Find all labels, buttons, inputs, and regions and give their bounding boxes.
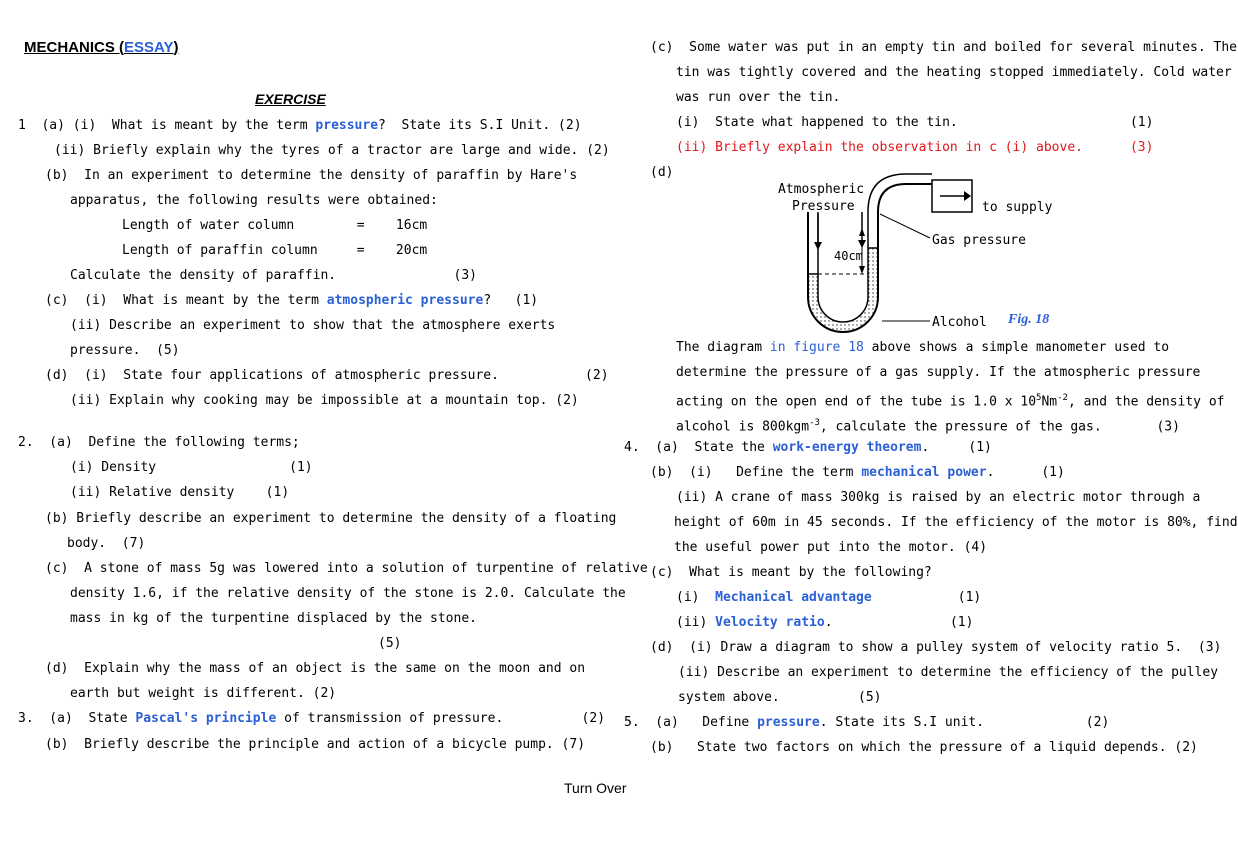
q1-b-water-column: Length of water column = 16cm	[122, 218, 428, 233]
q5-a	[624, 715, 1109, 731]
q4-c: (c) What is meant by the following?	[650, 565, 932, 580]
label-atmospheric: Atmospheric	[778, 182, 865, 197]
q2-a-ii: (ii) Relative density (1)	[70, 485, 290, 500]
q4-b-i-text: (b) (i) Define the term	[650, 465, 862, 480]
qd-label: (d)	[650, 165, 674, 180]
qd-unit-nm: Nm	[1041, 394, 1058, 410]
qd-text-line1-end: above shows a simple manometer used to	[863, 340, 1170, 355]
q4-b-ii-line1: (ii) A crane of mass 300kg is raised by an electric motor through a	[676, 490, 1201, 505]
q1-keyword-pressure: pressure	[315, 118, 379, 133]
q1-a-i-text: 1 (a) (i) What is meant by the term	[18, 118, 316, 133]
q4-keyword-mechanical-advantage: Mechanical advantage	[715, 590, 872, 605]
q4-d-ii-line2: system above. (5)	[678, 690, 882, 705]
q2-d-line1: (d) Explain why the mass of an object is the same on the moon and on	[45, 661, 586, 676]
q2-c-marks: (5)	[378, 636, 402, 651]
label-pressure: Pressure	[792, 199, 855, 214]
q2-d-line2: earth but weight is different. (2)	[70, 686, 337, 701]
qd-exponent-minus2: -2	[1057, 393, 1068, 403]
q1-c-i-text-end: ? (1)	[483, 293, 539, 308]
q4-a-text-end: . (1)	[921, 440, 992, 455]
atm-arrowhead	[814, 242, 822, 250]
qd-text-line1-start: The diagram	[676, 340, 770, 355]
q5-a-text: 5. (a) Define	[624, 715, 758, 730]
q5-keyword-pressure: pressure	[757, 715, 820, 730]
q4-c-ii-text-end: . (1)	[824, 615, 974, 630]
q4-keyword-velocity-ratio: Velocity ratio	[715, 615, 825, 630]
q4-a-text: 4. (a) State the	[624, 440, 773, 455]
gas-pointer	[880, 214, 930, 238]
qd-text-line3-end: , and the density of	[1067, 394, 1225, 410]
q4-b-ii-line3: the useful power put into the motor. (4)	[674, 540, 988, 555]
q1-d-i: (d) (i) State four applications of atmospheric pressure. (2)	[45, 368, 609, 383]
qd-text-line4	[676, 415, 1180, 435]
q4-c-ii-text: (ii)	[676, 615, 716, 630]
q2-b-line2: body. (7)	[67, 536, 146, 551]
qc-line2: tin was tightly covered and the heating stopped immediately. Cold water	[676, 65, 1232, 80]
q3-a-text-end: of transmission of pressure. (2)	[276, 711, 606, 726]
qd-text-line3-start: acting on the open end of the tube is 1.0 x 10	[676, 394, 1037, 410]
figure-label: Fig. 18	[1008, 312, 1050, 327]
qc-i: (i) State what happened to the tin. (1)	[676, 115, 1154, 130]
qd-figure-reference: in figure 18	[769, 340, 864, 355]
q1-d-ii: (ii) Explain why cooking may be impossible at a mountain top. (2)	[70, 393, 579, 408]
label-alcohol: Alcohol	[932, 315, 987, 330]
q3-a-text: 3. (a) State	[18, 711, 136, 726]
q1-keyword-atmospheric-pressure: atmospheric pressure	[326, 293, 484, 308]
q2-c-line3: mass in kg of the turpentine displaced by the stone.	[70, 611, 477, 626]
q4-c-i-text-end: (1)	[871, 590, 982, 605]
qd-text-line4-end: , calculate the pressure of the gas. (3)	[819, 419, 1180, 435]
qd-exponent-minus3: -3	[809, 418, 820, 428]
qd-text-line2: determine the pressure of a gas supply. If the atmospheric pressure	[676, 365, 1201, 380]
q1-a-i-text-end: ? State its S.I Unit. (2)	[378, 118, 582, 133]
qd-exponent-5: 5	[1036, 393, 1042, 403]
q2-c-line2: density 1.6, if the relative density of the stone is 2.0. Calculate the	[70, 586, 626, 601]
qc-line1: (c) Some water was put in an empty tin and boiled for several minutes. The	[650, 40, 1237, 55]
q3-keyword-pascal: Pascal's principle	[135, 711, 277, 726]
q1-b-paraffin-column: Length of paraffin column = 20cm	[122, 243, 428, 258]
q4-c-ii	[676, 615, 973, 631]
q4-c-i-text: (i)	[676, 590, 716, 605]
turn-over-footer: Turn Over	[564, 780, 627, 796]
q1-a-i	[18, 118, 582, 134]
q2-b-line1: (b) Briefly describe an experiment to determine the density of a floating	[45, 511, 617, 526]
exercise-heading: EXERCISE	[255, 91, 326, 107]
q2-a-i: (i) Density (1)	[70, 460, 313, 475]
q1-b-calculate: Calculate the density of paraffin. (3)	[70, 268, 477, 283]
qd-text-line3	[676, 390, 1225, 410]
q1-c-i	[45, 293, 538, 309]
q3-a	[18, 711, 605, 727]
page-title	[24, 40, 178, 56]
q4-b-ii-line2: height of 60m in 45 seconds. If the efficiency of the motor is 80%, find	[674, 515, 1238, 530]
q4-a	[624, 440, 992, 456]
q1-c-ii-line1: (ii) Describe an experiment to show that the atmosphere exerts	[70, 318, 556, 333]
q4-c-i	[676, 590, 981, 606]
qd-text-line1	[676, 340, 1169, 356]
title-text-end: )	[173, 39, 179, 56]
q4-d-ii-line1: (ii) Describe an experiment to determine the efficiency of the pulley	[678, 665, 1219, 680]
label-to-supply: to supply	[982, 200, 1053, 215]
q5-b: (b) State two factors on which the pressure of a liquid depends. (2)	[650, 740, 1198, 755]
q4-keyword-work-energy: work-energy theorem	[772, 440, 922, 455]
q1-c-ii-line2: pressure. (5)	[70, 343, 180, 358]
q1-a-ii: (ii) Briefly explain why the tyres of a tractor are large and wide. (2)	[54, 143, 610, 158]
q4-keyword-mechanical-power: mechanical power	[861, 465, 987, 480]
q3-b: (b) Briefly describe the principle and action of a bicycle pump. (7)	[45, 737, 586, 752]
title-text: MECHANICS (	[24, 39, 124, 56]
q2-a: 2. (a) Define the following terms;	[18, 435, 300, 450]
qc-line3: was run over the tin.	[676, 90, 841, 105]
title-essay-word: ESSAY	[124, 39, 174, 56]
label-gas-pressure: Gas pressure	[932, 233, 1026, 248]
q1-b-line1: (b) In an experiment to determine the density of paraffin by Hare's	[45, 168, 578, 183]
q4-d-i: (d) (i) Draw a diagram to show a pulley system of velocity ratio 5. (3)	[650, 640, 1222, 655]
q2-c-line1: (c) A stone of mass 5g was lowered into a solution of turpentine of relative	[45, 561, 648, 576]
label-40cm: 40cm	[834, 249, 863, 263]
q1-b-line2: apparatus, the following results were obtained:	[70, 193, 438, 208]
q1-c-i-text: (c) (i) What is meant by the term	[45, 293, 327, 308]
q4-b-i	[650, 465, 1065, 481]
q5-a-text-end: . State its S.I unit. (2)	[819, 715, 1110, 730]
qd-text-line4-start: alcohol is 800kgm	[676, 419, 810, 435]
qc-ii: (ii) Briefly explain the observation in c (i) above. (3)	[676, 140, 1154, 155]
q4-b-i-text-end: . (1)	[986, 465, 1065, 480]
